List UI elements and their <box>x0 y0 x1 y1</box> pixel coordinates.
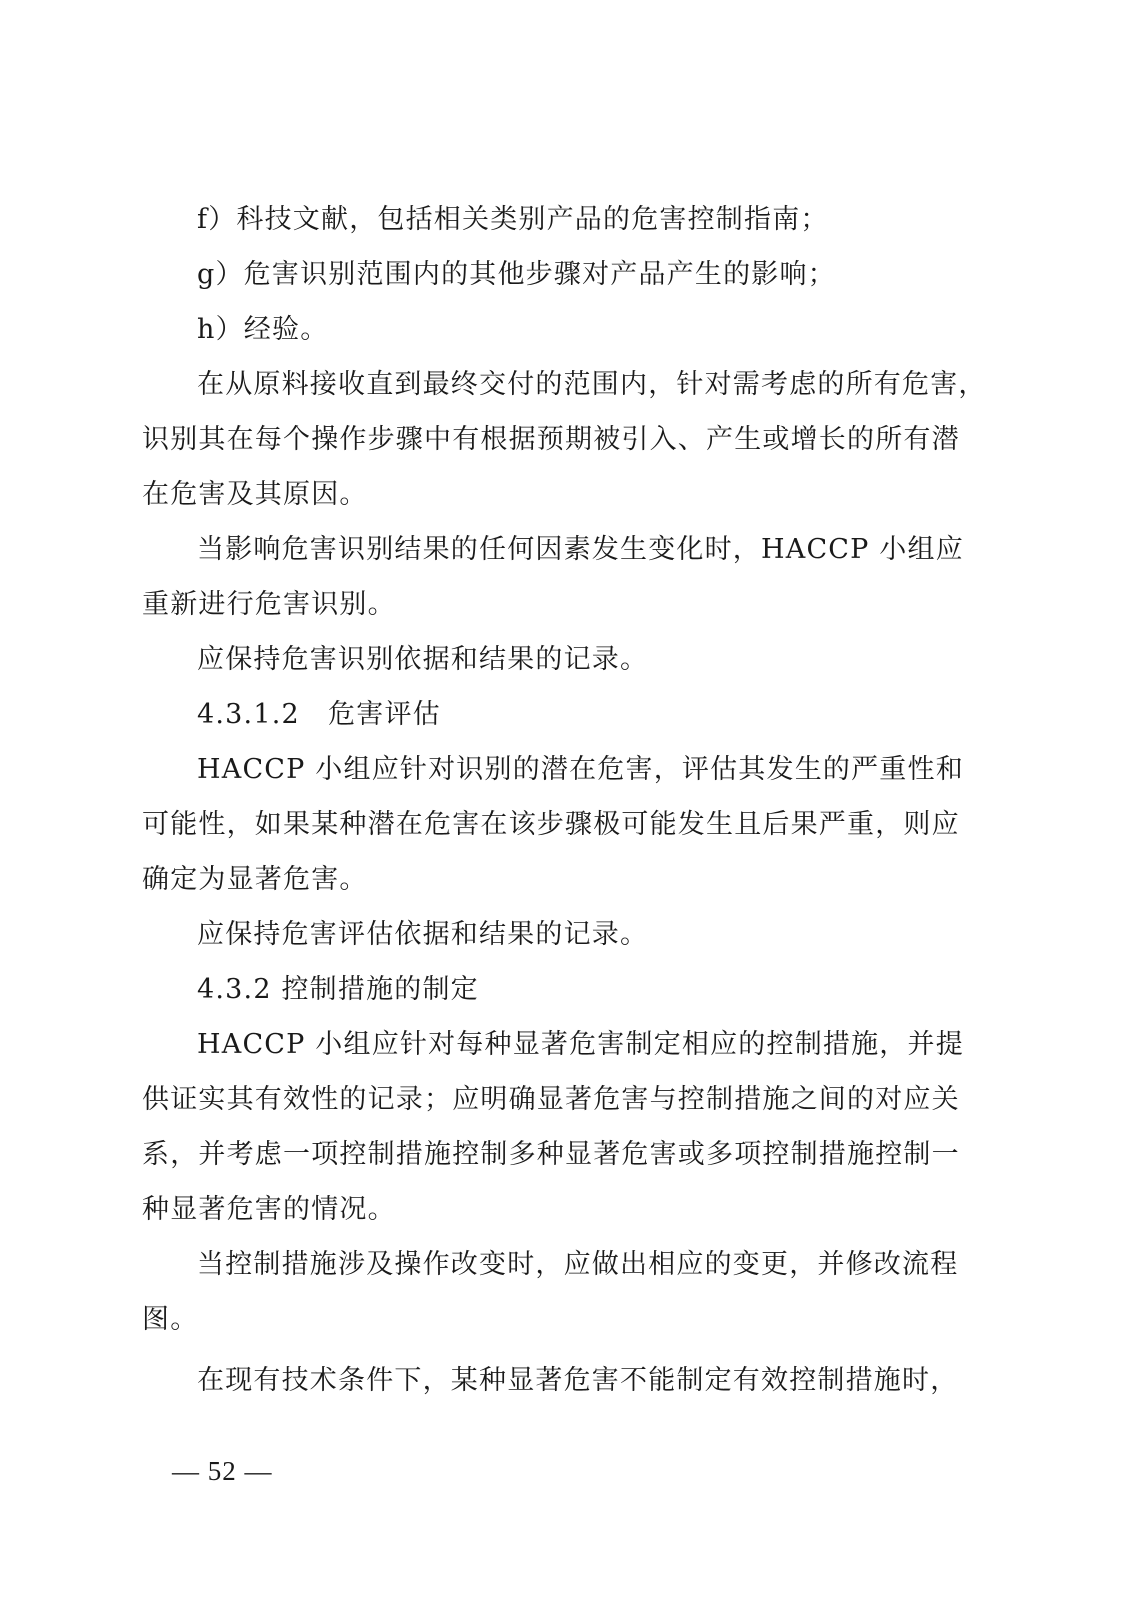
paragraph-line: 在现有技术条件下，某种显著危害不能制定有效控制措施时， <box>197 1365 959 1396</box>
paragraph-line: 供证实其有效性的记录；应明确显著危害与控制措施之间的对应关 <box>142 1084 960 1115</box>
list-item-f: f）科技文献，包括相关类别产品的危害控制指南； <box>197 204 829 235</box>
paragraph-line: 当控制措施涉及操作改变时，应做出相应的变更，并修改流程 <box>197 1249 959 1280</box>
list-item-g: g）危害识别范围内的其他步骤对产品产生的影响； <box>197 259 836 290</box>
paragraph-line: HACCP 小组应针对识别的潜在危害，评估其发生的严重性和 <box>197 754 964 785</box>
paragraph-line: 图。 <box>142 1304 199 1335</box>
paragraph-line: 应保持危害评估依据和结果的记录。 <box>197 919 649 950</box>
list-item-h: h）经验。 <box>197 314 329 345</box>
paragraph-line: 在危害及其原因。 <box>142 479 368 510</box>
paragraph-line: 种显著危害的情况。 <box>142 1194 396 1225</box>
paragraph-line: 在从原料接收直到最终交付的范围内，针对需考虑的所有危害， <box>197 369 987 400</box>
paragraph-line: 识别其在每个操作步骤中有根据预期被引入、产生或增长的所有潜 <box>142 424 960 455</box>
paragraph-line: 当影响危害识别结果的任何因素发生变化时，HACCP 小组应 <box>197 534 964 565</box>
section-heading-4-3-2: 4.3.2 控制措施的制定 <box>197 974 479 1005</box>
paragraph-line: HACCP 小组应针对每种显著危害制定相应的控制措施，并提 <box>197 1029 964 1060</box>
paragraph-line: 系，并考虑一项控制措施控制多种显著危害或多项控制措施控制一 <box>142 1139 960 1170</box>
page-number: — 52 — <box>172 1456 273 1486</box>
paragraph-line: 可能性，如果某种潜在危害在该步骤极可能发生且后果严重，则应 <box>142 809 960 840</box>
paragraph-line: 应保持危害识别依据和结果的记录。 <box>197 644 649 675</box>
section-heading-4-3-1-2: 4.3.1.2 危害评估 <box>197 699 441 730</box>
paragraph-line: 确定为显著危害。 <box>142 864 368 895</box>
paragraph-line: 重新进行危害识别。 <box>142 589 396 620</box>
